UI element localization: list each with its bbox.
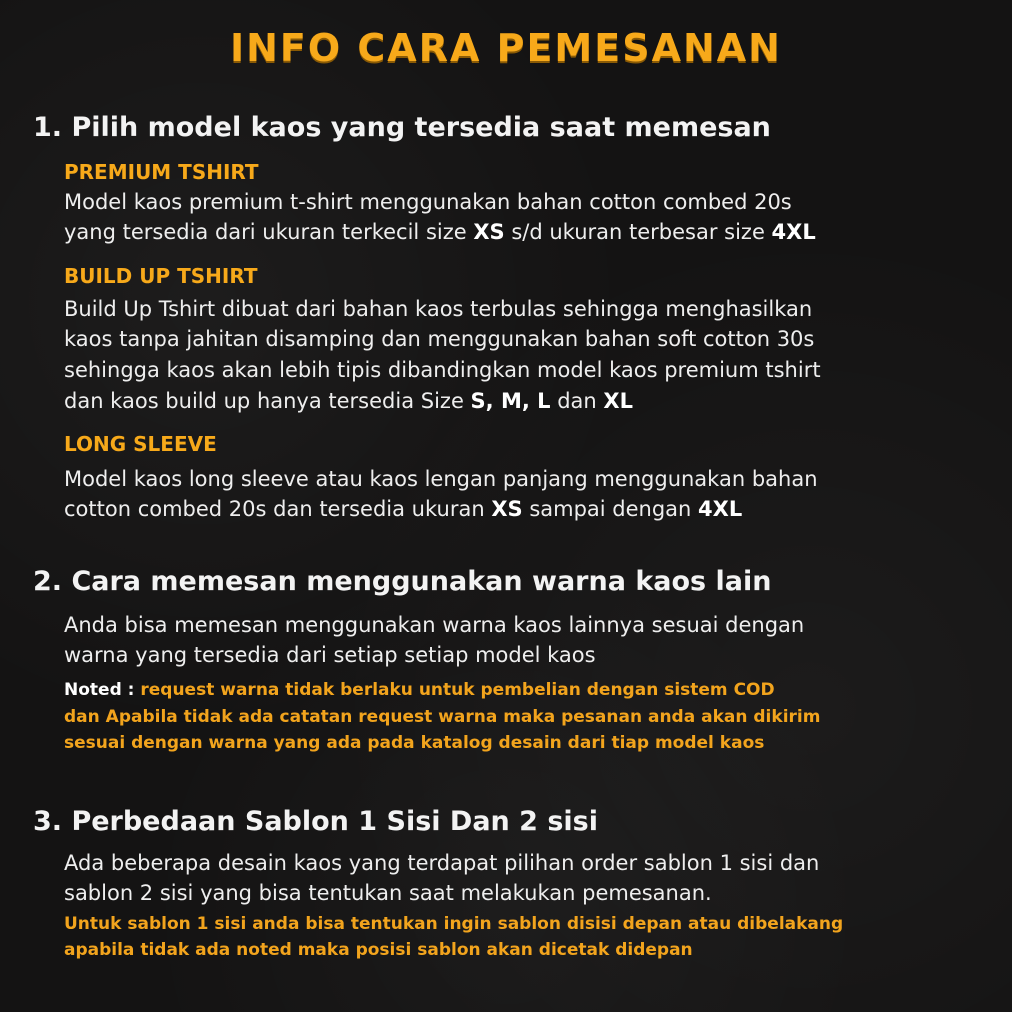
build-up-line-4: dan kaos build up hanya tersedia Size S, M, L dan XL bbox=[64, 389, 633, 413]
section-1-heading: 1. Pilih model kaos yang tersedia saat memesan bbox=[33, 112, 771, 143]
build-up-line-2: kaos tanpa jahitan disamping dan menggunakan bahan soft cotton 30s bbox=[64, 327, 815, 351]
long-sleeve-title: LONG SLEEVE bbox=[64, 432, 217, 456]
long-sleeve-line-1: Model kaos long sleeve atau kaos lengan panjang menggunakan bahan bbox=[64, 467, 818, 491]
section-3-heading: 3. Perbedaan Sablon 1 Sisi Dan 2 sisi bbox=[33, 806, 599, 837]
build-up-line-3: sehingga kaos akan lebih tipis dibandingkan model kaos premium tshirt bbox=[64, 358, 821, 382]
section-2-line-1: Anda bisa memesan menggunakan warna kaos lainnya sesuai dengan bbox=[64, 613, 805, 637]
section-3-line-2: sablon 2 sisi yang bisa tentukan saat melakukan pemesanan. bbox=[64, 881, 712, 905]
section-3-line-1: Ada beberapa desain kaos yang terdapat pilihan order sablon 1 sisi dan bbox=[64, 851, 820, 875]
section-2-note-2: dan Apabila tidak ada catatan request warna maka pesanan anda akan dikirim bbox=[64, 707, 821, 727]
section-2-note-3: sesuai dengan warna yang ada pada katalog desain dari tiap model kaos bbox=[64, 733, 765, 753]
section-2-line-2: warna yang tersedia dari setiap setiap model kaos bbox=[64, 643, 596, 667]
section-2-heading: 2. Cara memesan menggunakan warna kaos lain bbox=[33, 566, 772, 597]
section-3-note-2: apabila tidak ada noted maka posisi sablon akan dicetak didepan bbox=[64, 940, 693, 960]
section-3-note-1: Untuk sablon 1 sisi anda bisa tentukan ingin sablon disisi depan atau dibelakang bbox=[64, 914, 844, 934]
build-up-line-1: Build Up Tshirt dibuat dari bahan kaos terbulas sehingga menghasilkan bbox=[64, 297, 813, 321]
page-title: INFO CARA PEMESANAN bbox=[229, 26, 782, 70]
premium-tshirt-line-1: Model kaos premium t-shirt menggunakan bahan cotton combed 20s bbox=[64, 190, 792, 214]
premium-tshirt-line-2: yang tersedia dari ukuran terkecil size XS s/d ukuran terbesar size 4XL bbox=[64, 220, 816, 244]
section-2-note-1: Noted : request warna tidak berlaku untuk pembelian dengan sistem COD bbox=[64, 680, 775, 700]
premium-tshirt-title: PREMIUM TSHIRT bbox=[64, 160, 259, 184]
long-sleeve-line-2: cotton combed 20s dan tersedia ukuran XS sampai dengan 4XL bbox=[64, 497, 743, 521]
build-up-tshirt-title: BUILD UP TSHIRT bbox=[64, 264, 258, 288]
